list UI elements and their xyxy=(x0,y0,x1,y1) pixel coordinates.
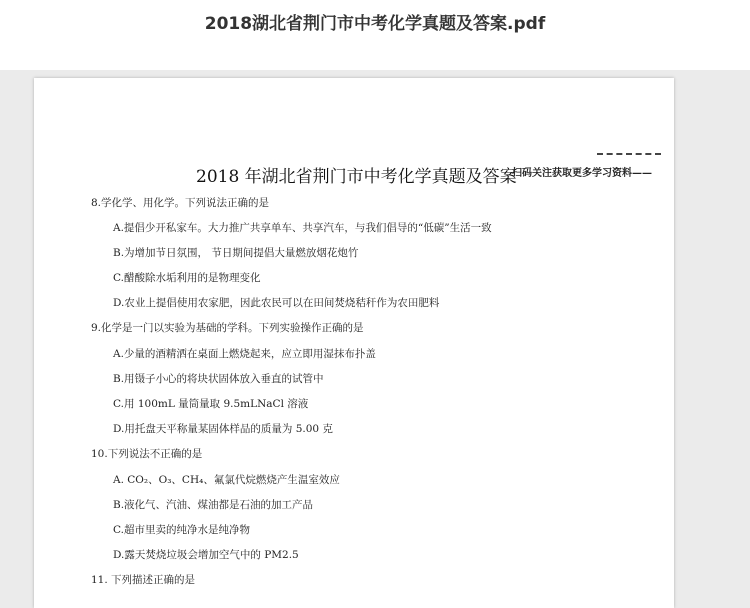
option-10b: B.液化气、汽油、煤油都是石油的加工产品 xyxy=(113,499,314,511)
option-8c: C.醋酸除水垢利用的是物理变化 xyxy=(113,272,261,284)
file-title: 2018湖北省荆门市中考化学真题及答案.pdf xyxy=(204,14,546,34)
option-9b: B.用镊子小心的将块状固体放入垂直的试管中 xyxy=(113,373,324,385)
option-9a: A.少量的酒精洒在桌面上燃烧起来，应立即用湿抹布扑盖 xyxy=(113,348,376,360)
option-10d: D.露天焚烧垃圾会增加空气中的 PM2.5 xyxy=(113,549,299,561)
option-9d: D.用托盘天平称量某固体样品的质量为 5.00 克 xyxy=(113,423,333,435)
question-10: 10.下列说法不正确的是 xyxy=(91,448,203,460)
question-9: 9.化学是一门以实验为基础的学科。下列实验操作正确的是 xyxy=(91,322,364,334)
header-rule xyxy=(597,153,661,155)
option-8b: B.为增加节日氛围， 节日期间提倡大量燃放烟花炮竹 xyxy=(113,247,359,259)
question-8: 8.学化学、用化学。下列说法正确的是 xyxy=(91,197,270,209)
viewer-toolbar xyxy=(0,0,750,70)
option-10c: C.超市里卖的纯净水是纯净物 xyxy=(113,524,250,536)
document-title: 2018 年湖北省荆门市中考化学真题及答案 xyxy=(196,167,517,187)
option-8a: A.提倡少开私家车。大力推广共享单车、共享汽车，与我们倡导的“低碳”生活一致 xyxy=(113,222,492,234)
option-8d: D.农业上提倡使用农家肥，因此农民可以在田间焚烧秸秆作为农田肥料 xyxy=(113,297,440,309)
document-page xyxy=(34,78,674,608)
watermark-text: 扫码关注获取更多学习资料—— xyxy=(512,168,652,179)
option-9c: C.用 100mL 量筒量取 9.5mLNaCl 溶液 xyxy=(113,398,309,410)
question-11: 11. 下列描述正确的是 xyxy=(91,574,196,586)
option-10a: A. CO₂、O₃、CH₄、氟氯代烷燃烧产生温室效应 xyxy=(113,474,340,486)
